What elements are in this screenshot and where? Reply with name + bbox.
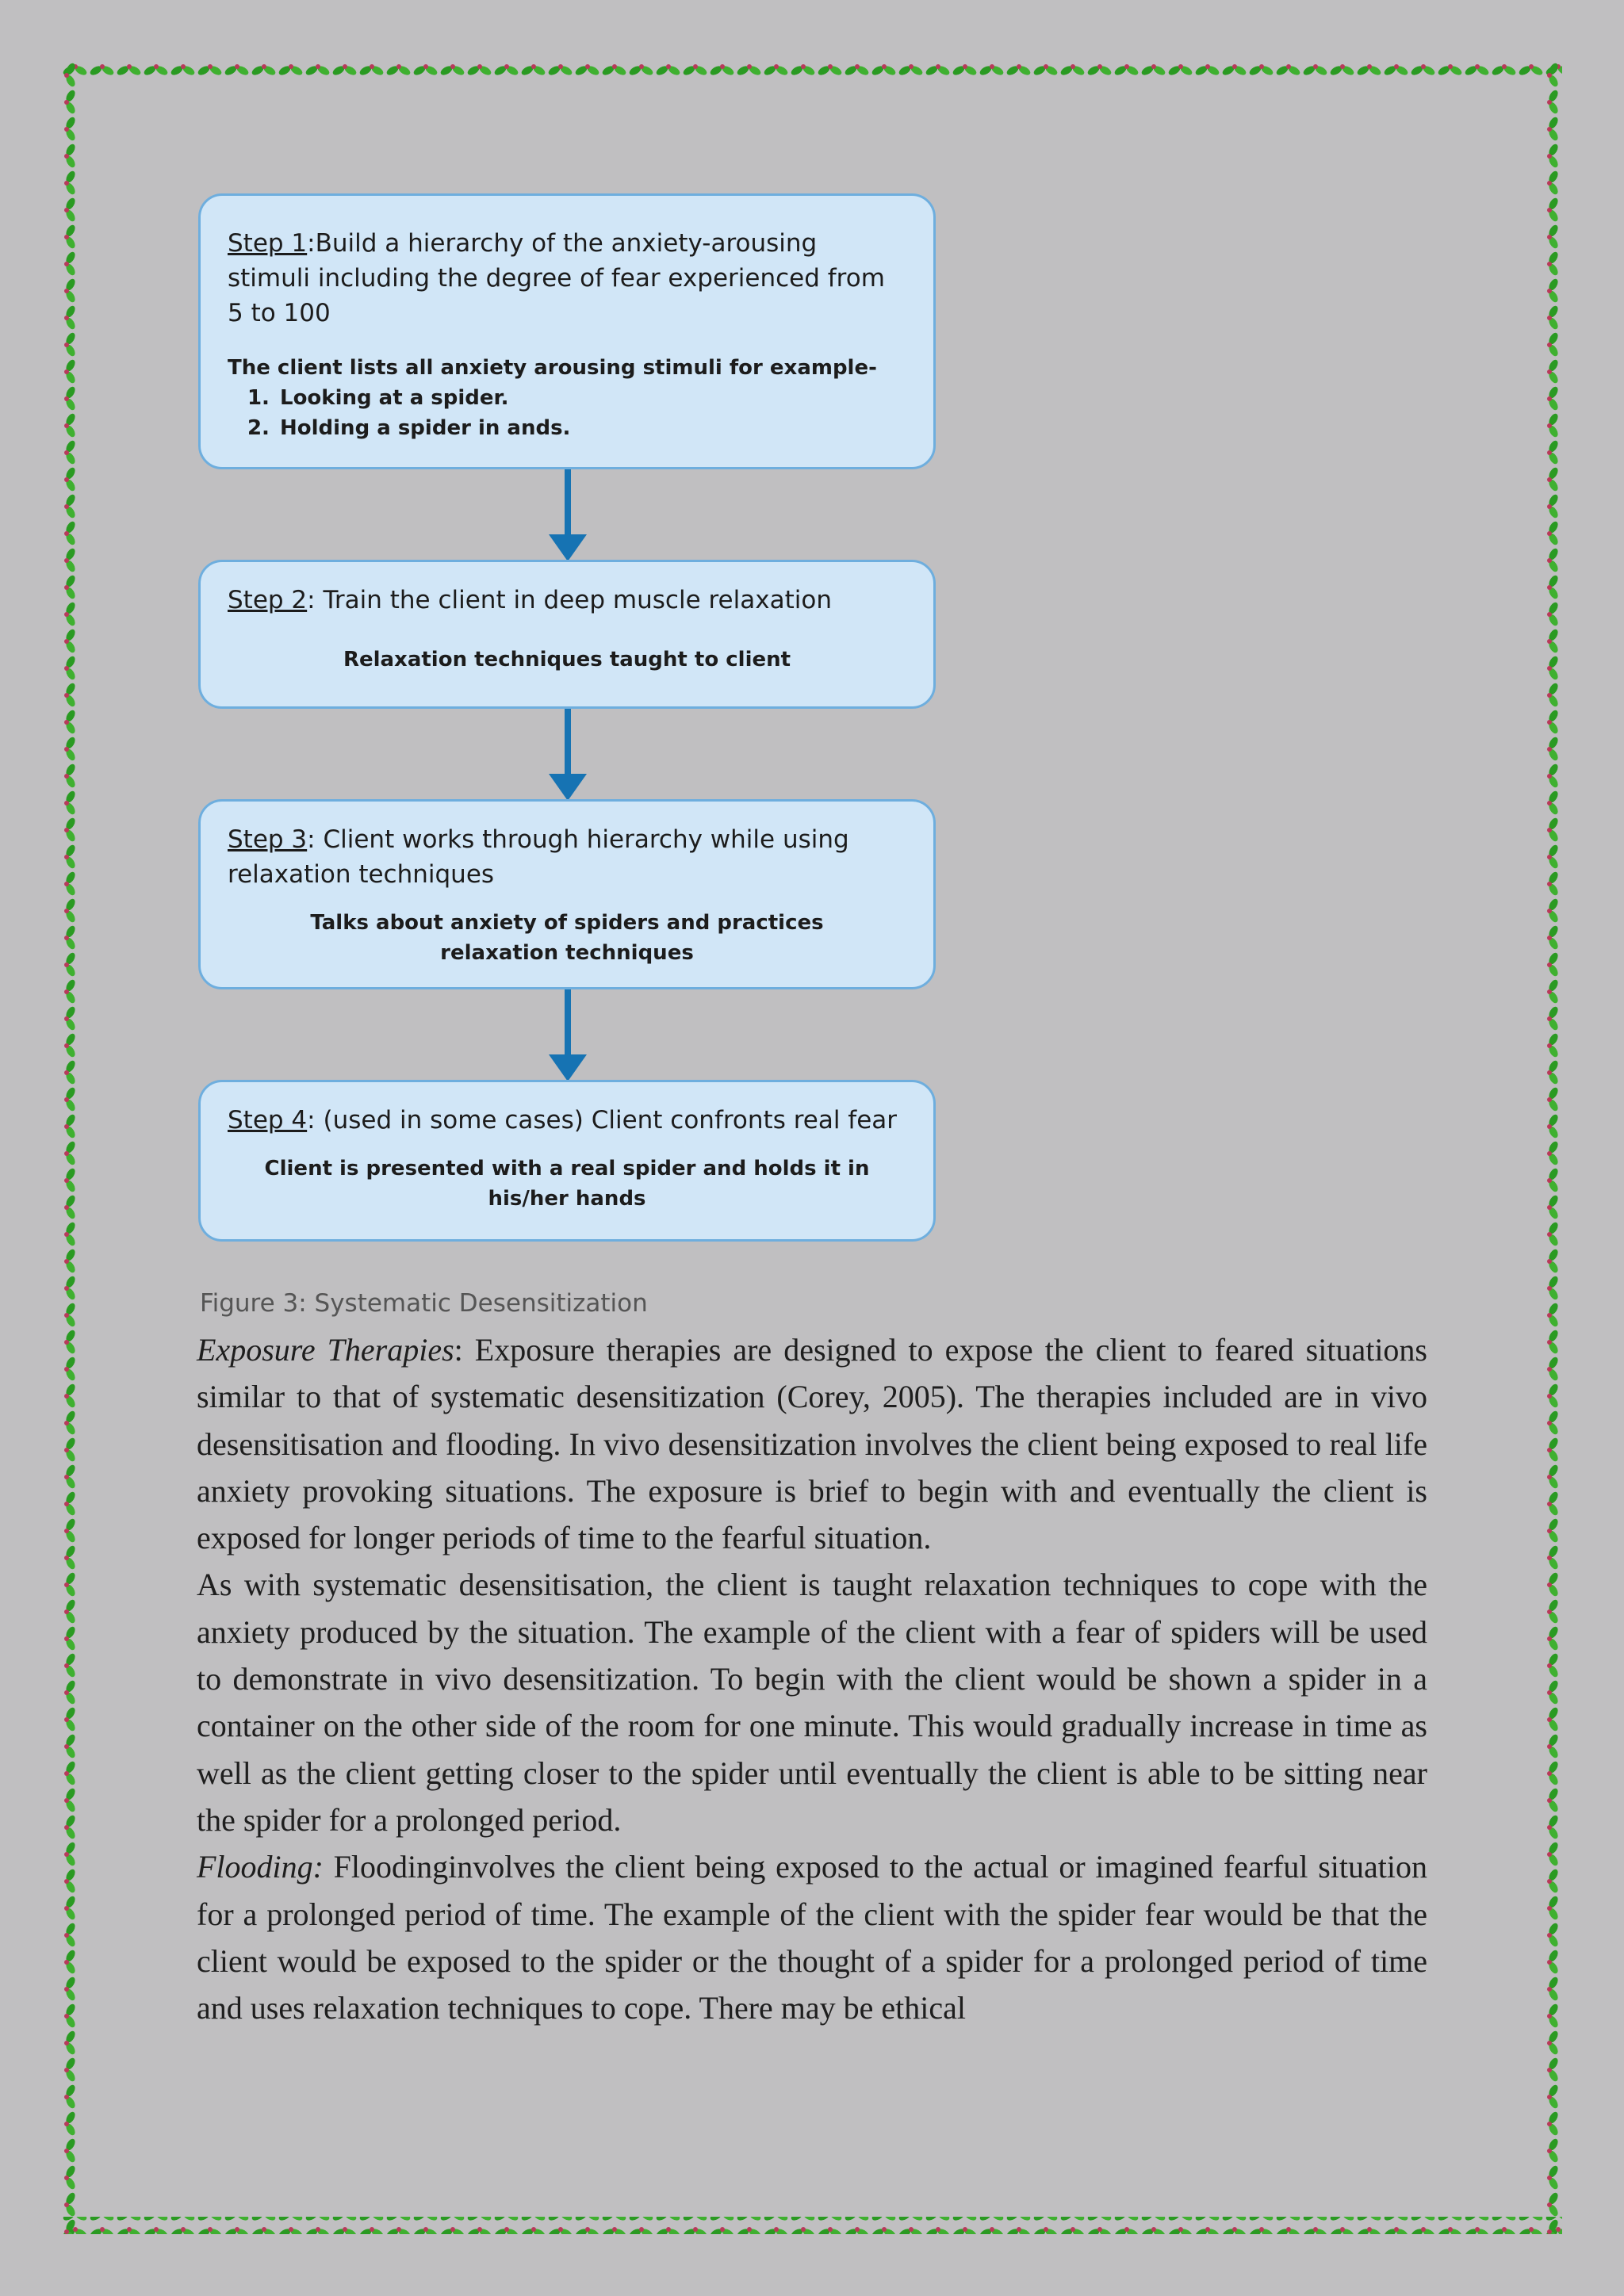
body-text: [197, 1326, 1427, 2031]
step-3-detail: Talks about anxiety of spiders and practices relaxation techniques: [310, 911, 824, 965]
step-1-intro: The client lists all anxiety arousing stimuli for example-: [228, 356, 877, 380]
stimuli-list: [228, 383, 906, 443]
term-flooding: Flooding:: [197, 1849, 324, 1885]
arrow-1-head: [549, 534, 587, 561]
paragraph-exposure-therapies: [197, 1326, 1427, 1561]
paragraph-1-text: : Exposure therapies are designed to expose the client to feared situations similar to that of systematic desensitization (Corey, 2005). The therapies included are in vivo desensitisation and flooding. In vivo desensitization involves the client being exposed to real life anxiety provoking situations. The exposure is brief to begin with and eventually the client is exposed for longer periods of time to the fearful situation.: [197, 1332, 1427, 1556]
step-2-box: [198, 560, 936, 709]
arrow-1-line: [565, 469, 571, 538]
step-2-detail: Relaxation techniques taught to client: [343, 648, 791, 672]
arrow-3-line: [565, 989, 571, 1058]
step-4-heading: Step 4: (used in some cases) Client confronts real fear: [228, 1106, 898, 1135]
paragraph-3-text: Floodinginvolves the client being exposed to the actual or imagined fearful situation for a prolonged period of time. The example of the client with the spider fear would be that the client would be exposed to the spider or the thought of a spider for a prolonged period of time and uses relaxation techniques to cope. There may be ethical: [197, 1849, 1427, 2026]
stimuli-item-1: 1. Looking at a spider.: [277, 383, 906, 413]
step-1-label: Step 1: [228, 229, 308, 258]
paragraph-flooding: [197, 1843, 1427, 2031]
step-4-label: Step 4: [228, 1106, 308, 1135]
term-exposure-therapies: Exposure Therapies: [197, 1332, 454, 1368]
step-3-box: [198, 799, 936, 989]
step-2-heading: Step 2: Train the client in deep muscle relaxation: [228, 586, 832, 614]
step-4-box: [198, 1080, 936, 1242]
step-2-heading-text: Train the client in deep muscle relaxation: [323, 586, 832, 614]
arrow-2-head: [549, 774, 587, 801]
step-1-heading-text: Build a hierarchy of the anxiety-arousing stimuli including the degree of fear experienced from 5 to 100: [228, 229, 885, 327]
arrow-2-line: [565, 709, 571, 777]
figure-caption: Figure 3: Systematic Desensitization: [200, 1289, 648, 1318]
step-1-box: [198, 193, 936, 469]
stimuli-item-2: 2. Holding a spider in ands.: [277, 413, 906, 443]
arrow-3-head: [549, 1054, 587, 1081]
step-4-heading-text: (used in some cases) Client confronts real fear: [323, 1106, 898, 1135]
step-4-detail: Client is presented with a real spider and holds it in his/her hands: [264, 1157, 870, 1211]
step-1-heading: Step 1:Build a hierarchy of the anxiety-arousing stimuli including the degree of fear experienced from 5 to 100: [228, 229, 885, 327]
step-3-heading: Step 3: Client works through hierarchy while using relaxation techniques: [228, 825, 849, 889]
step-2-label: Step 2: [228, 586, 308, 614]
step-1-detail: [228, 353, 906, 443]
step-3-heading-text: Client works through hierarchy while using relaxation techniques: [228, 825, 849, 889]
paragraph-in-vivo: As with systematic desensitisation, the client is taught relaxation techniques to cope with the anxiety produced by the situation. The example of the client with a fear of spiders will be used to demonstrate in vivo desensitization. To begin with the client would be shown a spider in a container on the other side of the room for one minute. This would gradually increase in time as well as the client getting closer to the spider until eventually the client is able to be sitting near the spider for a prolonged period.: [197, 1567, 1427, 1838]
step-3-label: Step 3: [228, 825, 308, 854]
